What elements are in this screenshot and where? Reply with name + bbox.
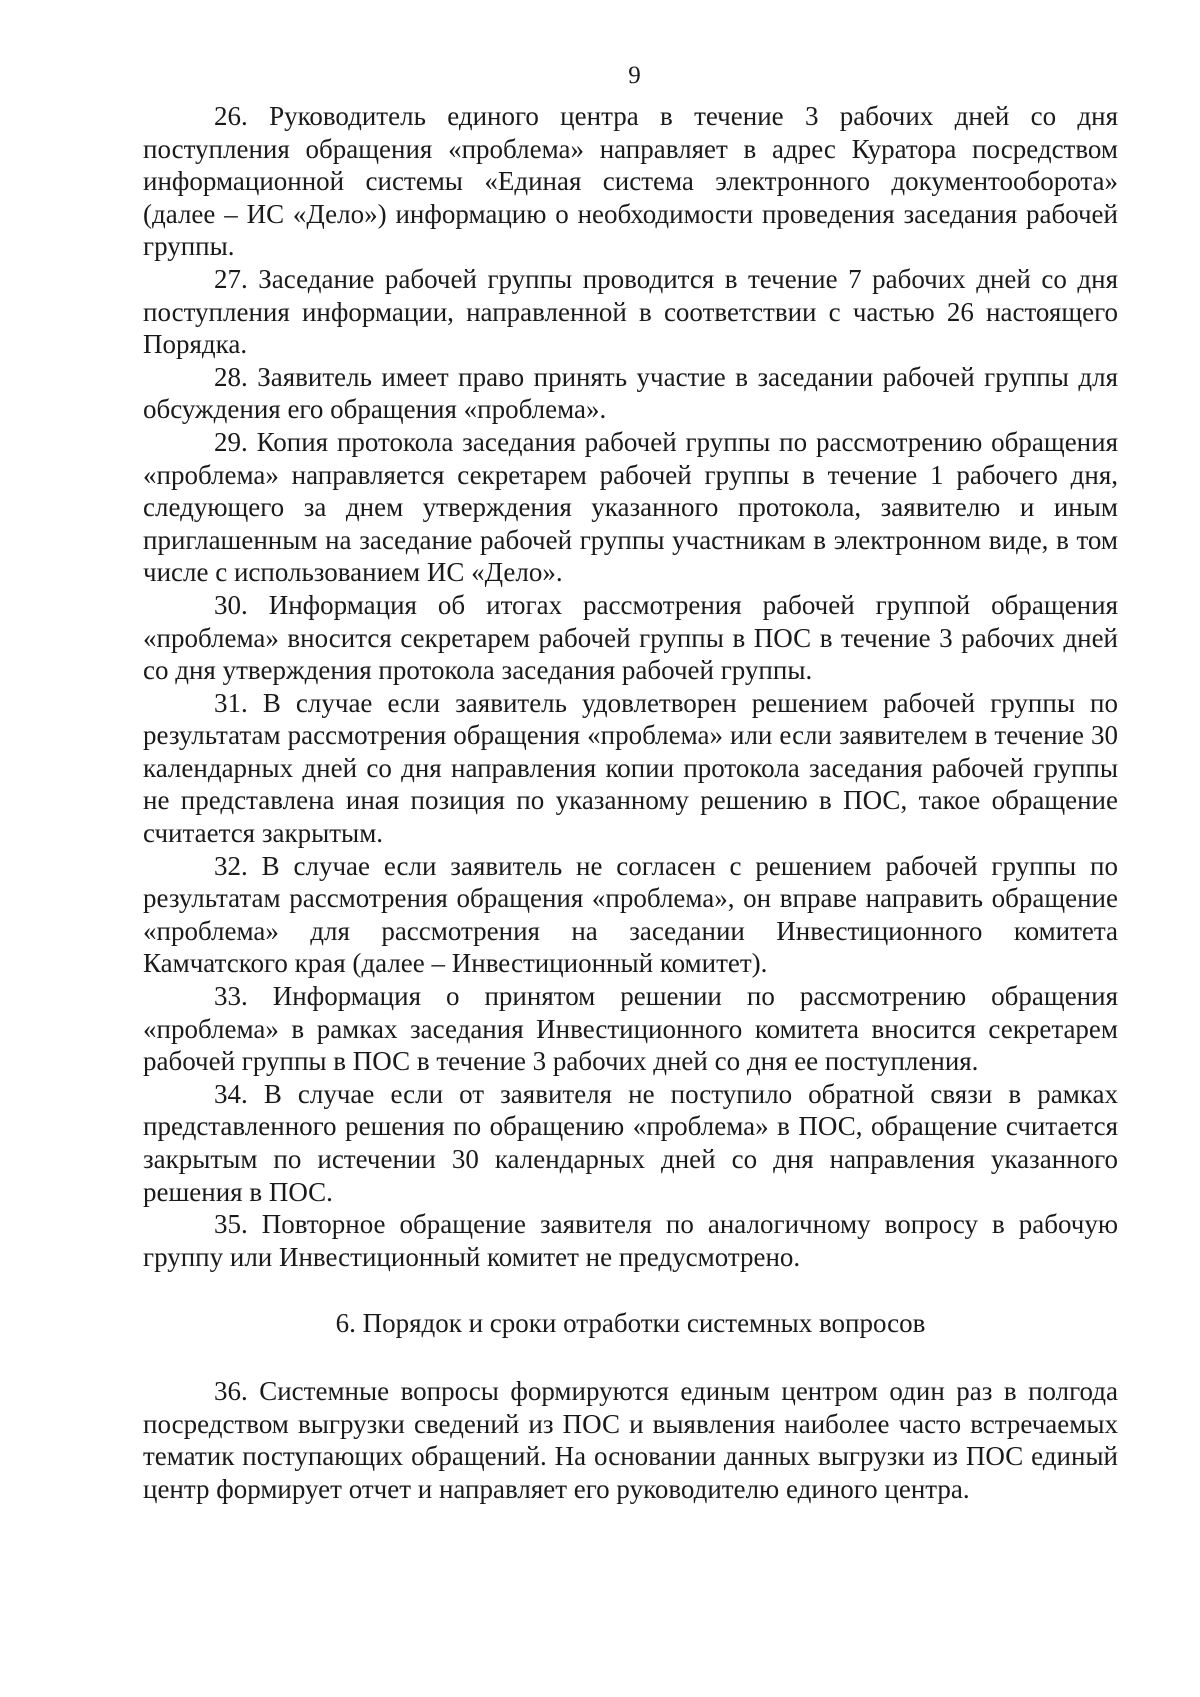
paragraph-29: 29. Копия протокола заседания рабочей группы по рассмотрению обращения «проблема» направляется секретарем рабочей группы в течение 1 рабочего дня, следующего за днем утверждения указанного протокола, заявителю и иным приглашенным на заседание рабочей группы участникам в электронном виде, в том числе с использованием ИС «Дело». [143,426,1118,588]
section-heading: 6. Порядок и сроки отработки системных вопросов [335,1308,926,1339]
paragraph-31: 31. В случае если заявитель удовлетворен решением рабочей группы по результатам рассмотрения обращения «проблема» или если заявителем в течение 30 календарных дней со дня направления копии протокола заседания рабочей группы не представлена иная позиция по указанному решению в ПОС, такое обращение считается закрытым. [143,687,1118,849]
paragraph-28: 28. Заявитель имеет право принять участие в заседании рабочей группы для обсуждения его обращения «проблема». [143,361,1118,425]
paragraph-35: 35. Повторное обращение заявителя по аналогичному вопросу в рабочую группу или Инвестиционный комитет не предусмотрено. [143,1209,1118,1272]
paragraph-32: 32. В случае если заявитель не согласен с решением рабочей группы по результатам рассмотрения обращения «проблема», он вправе направить обращение «проблема» для рассмотрения на заседании Инвестиционного комитета Камчатского края (далее – Инвестиционный комитет). [143,850,1118,979]
page-number: 9 [628,62,641,89]
paragraph-27: 27. Заседание рабочей группы проводится в течение 7 рабочих дней со дня поступления информации, направленной в соответствии с частью 26 настоящего Порядка. [143,263,1118,360]
paragraph-30: 30. Информация об итогах рассмотрения рабочей группой обращения «проблема» вносится секретарем рабочей группы в ПОС в течение 3 рабочих дней со дня утверждения протокола заседания рабочей группы. [143,589,1118,686]
paragraph-34: 34. В случае если от заявителя не поступило обратной связи в рамках представленного решения по обращению «проблема» в ПОС, обращение считается закрытым по истечении 30 календарных дней со дня направления указанного решения в ПОС. [143,1078,1118,1207]
document-page [143,52,1118,1505]
paragraph-26: 26. Руководитель единого центра в течение 3 рабочих дней со дня поступления обращения «проблема» направляет в адрес Куратора посредством информационной системы «Единая система электронного документооборота» (далее – ИС «Дело») информацию о необходимости проведения заседания рабочей группы. [143,101,1118,262]
paragraph-33: 33. Информация о принятом решении по рассмотрению обращения «проблема» в рамках заседания Инвестиционного комитета вносится секретарем рабочей группы в ПОС в течение 3 рабочих дней со дня ее поступления. [143,981,1118,1077]
paragraph-36: 36. Системные вопросы формируются единым центром один раз в полгода посредством выгрузки сведений из ПОС и выявления наиболее часто встречаемых тематик поступающих обращений. На основании данных выгрузки из ПОС единый центр формирует отчет и направляет его руководителю единого центра. [143,1375,1118,1504]
